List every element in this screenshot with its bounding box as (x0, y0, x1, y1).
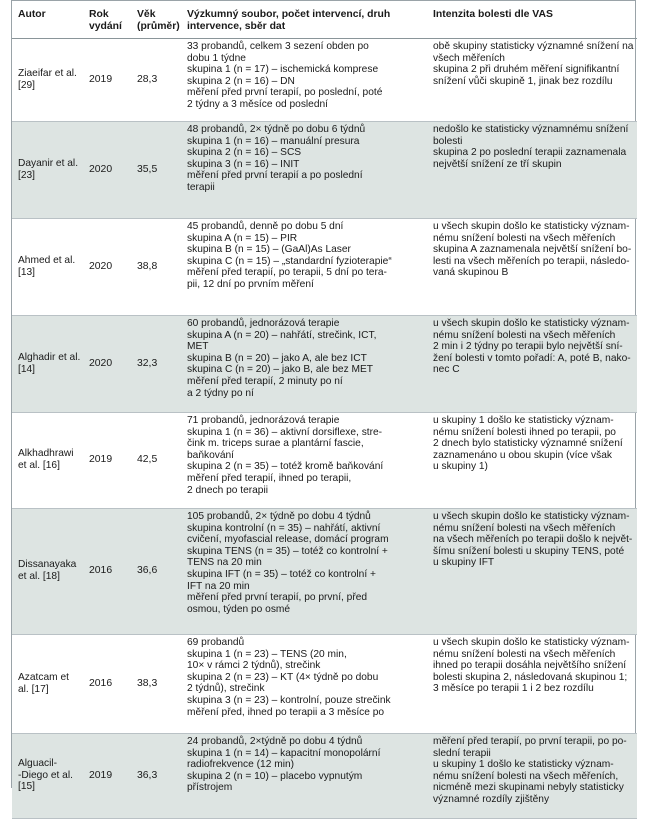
cell-age: 32,3 (131, 316, 181, 413)
cell-line: 2 min i 2 týdny po terapii bylo největší sní- (433, 341, 623, 353)
cell-line: Ziaeifar et al. (18, 67, 77, 79)
header-row (12, 1, 637, 39)
cell-author (12, 39, 83, 122)
cell-line: cvičení, myofascial release, domácí program (187, 534, 389, 546)
table-row (12, 39, 637, 122)
cell-line: a 2 týdny po ní (187, 387, 254, 399)
cell-vas (427, 509, 637, 635)
cell-line: nedošlo ke statisticky významnému snížení (433, 124, 629, 135)
cell-line: nicméně mezi skupinami nebyly statisticky (433, 782, 624, 794)
cell-line: Dayanir et al. (18, 157, 79, 169)
cell-design (181, 122, 427, 219)
table-row (12, 219, 637, 316)
table-row (12, 734, 637, 819)
cell-line: skupina 2 (n = 16) – SCS (187, 147, 302, 159)
cell-line: skupina 1 (n = 36) – aktivní dorsiflexe, stre- (187, 426, 383, 438)
cell-vas (427, 635, 637, 734)
cell-line: skupina 1 (n = 14) – kapacitní monopolární (187, 747, 381, 759)
cell-line: Alkhadhrawi (18, 448, 74, 460)
cell-line: měření před terapií, po terapii, 5 dní po tera- (187, 267, 387, 279)
cell-author (12, 122, 83, 219)
cell-author (12, 316, 83, 413)
cell-line: 33 probandů, celkem 3 sezení obden po (187, 41, 369, 52)
cell-vas (427, 122, 637, 219)
cell-line: IFT na 20 min (187, 580, 250, 592)
cell-line: 24 probandů, 2×týdně po dobu 4 týdnů (187, 736, 363, 747)
cell-line: [14] (18, 363, 35, 375)
cell-line: měření před terapií, ihned po terapii, (187, 472, 352, 484)
cell-line: nému snížení bolesti ihned po terapii, po (433, 426, 616, 438)
cell-line: vaná skupinou B (433, 267, 509, 279)
header-design: Výzkumný soubor, počet intervencí, druh intervence, sběr dat (181, 1, 427, 39)
cell-line: přístrojem (187, 782, 233, 794)
cell-line: skupina 3 (n = 23) – kontrolní, pouze strečink (187, 694, 391, 706)
cell-line: u skupiny IFT (433, 557, 495, 569)
cell-line: u skupiny 1 došlo ke statisticky význam- (433, 415, 614, 426)
cell-design (181, 509, 427, 635)
cell-line: Azatcam et (18, 671, 69, 683)
cell-line: radiofrekvence (12 min) (187, 759, 295, 771)
cell-line: čink m. triceps surae a plantární fascie, (187, 438, 364, 450)
cell-line: měření před terapií, po první terapii, po po- (433, 736, 627, 747)
cell-line: všech měřeních (433, 52, 505, 64)
table-row (12, 635, 637, 734)
cell-year: 2019 (83, 734, 131, 819)
studies-table (12, 1, 637, 819)
cell-line: 2 týdny a 3 měsíce od poslední (187, 98, 329, 110)
cell-line: Alghadir et al. (18, 351, 81, 363)
cell-line: 3 měsíce po terapii 1 i 2 bez rozdílu (433, 683, 594, 695)
cell-line: skupina 2 (n = 35) – totéž kromě baňkování (187, 461, 384, 473)
cell-line: terapii (187, 181, 215, 193)
cell-line: skupina A (n = 20) – nahřátí, strečink, ICT, (187, 329, 377, 341)
cell-line: na všech měřeních po terapii došlo k největ- (433, 534, 633, 546)
cell-line: 2 týdnů), strečink (187, 683, 265, 695)
cell-line: lesti na všech měřeních po terapii, následo- (433, 255, 630, 267)
cell-vas (427, 39, 637, 122)
cell-line: nému snížení bolesti na všech měřeních (433, 329, 616, 341)
table-row (12, 509, 637, 635)
cell-line: zaznamenáno u obou skupin (více však (433, 449, 612, 461)
cell-line: největší snížení ze tří skupin (433, 158, 562, 170)
cell-line: žení bolesti v tomto pořadí: A, poté B, nako- (433, 352, 631, 364)
cell-line: slední terapii (433, 747, 491, 759)
cell-line: skupina 1 (n = 17) – ischemická komprese (187, 64, 379, 76)
cell-line: 69 probandů (187, 637, 245, 648)
table-frame (11, 0, 636, 805)
header-year: Rok vydání (83, 1, 131, 39)
cell-author (12, 635, 83, 734)
cell-line: [15] (18, 781, 35, 793)
cell-line: nému snížení bolesti na všech měřeních (433, 232, 616, 244)
cell-line: 60 probandů, jednorázová terapie (187, 318, 340, 329)
cell-line: Ahmed et al. (18, 254, 76, 266)
cell-age: 28,3 (131, 39, 181, 122)
cell-line: osmou, týden po osmé (187, 603, 291, 615)
cell-line: pii, 12 dní po prvním měření (187, 278, 314, 290)
cell-line: měření před, ihned po terapii a 3 měsíce po (187, 706, 385, 718)
cell-age: 38,8 (131, 219, 181, 316)
cell-year: 2020 (83, 219, 131, 316)
cell-line: 45 probandů, denně po dobu 5 dní (187, 221, 344, 232)
cell-line: obě skupiny statisticky významné snížení na (433, 41, 634, 52)
cell-line: u všech skupin došlo ke statisticky význam- (433, 511, 630, 522)
cell-line: skupina 1 (n = 16) – manuální presura (187, 135, 360, 147)
cell-line: skupina 3 (n = 16) – INIT (187, 158, 300, 170)
cell-line: baňkování (187, 449, 235, 461)
cell-line: Dissanayaka (18, 559, 77, 571)
cell-line: měření před první terapií a po poslední (187, 170, 363, 182)
header-age: Věk (průměr) (131, 1, 181, 39)
cell-line: 71 probandů, jednorázová terapie (187, 415, 340, 426)
cell-vas (427, 219, 637, 316)
cell-year: 2016 (83, 635, 131, 734)
cell-line: skupina 2 po poslední terapii zaznamenala (433, 147, 627, 159)
cell-line: významné rozdíly zjištěny (433, 793, 550, 805)
cell-line: et al. [16] (18, 460, 60, 471)
cell-line: 2 dnech bylo statisticky významné snížení (433, 438, 623, 450)
cell-line: 48 probandů, 2× týdně po dobu 6 týdnů (187, 124, 366, 135)
cell-line: nému snížení bolesti na všech měřeních, (433, 770, 619, 782)
cell-line: [23] (18, 169, 35, 181)
cell-line: et al. [18] (18, 571, 60, 582)
cell-line: bolesti (433, 135, 463, 147)
cell-line: u skupiny 1) (433, 461, 488, 473)
cell-line: 2 dnech po terapii (187, 484, 268, 496)
cell-year: 2019 (83, 413, 131, 509)
cell-year: 2020 (83, 122, 131, 219)
cell-line: skupina 2 (n = 16) – DN (187, 75, 295, 87)
cell-line: u všech skupin došlo ke statisticky význam- (433, 221, 630, 232)
cell-line: skupina C (n = 20) – jako B, ale bez MET (187, 364, 374, 376)
cell-line: snížení vůči skupině 1, jinak bez rozdílu (433, 75, 613, 87)
cell-line: 10× v rámci 2 týdnů), strečink (187, 660, 321, 672)
cell-age: 36,6 (131, 509, 181, 635)
cell-line: 105 probandů, 2× týdně po dobu 4 týdnů (187, 511, 371, 522)
cell-line: nému snížení bolesti na všech měřeních (433, 648, 616, 660)
cell-line: skupina IFT (n = 35) – totéž co kontrolní + (187, 568, 376, 580)
cell-line: nému snížení bolesti na všech měřeních (433, 522, 616, 534)
cell-line: u skupiny 1 došlo ke statisticky význam- (433, 759, 614, 771)
cell-vas (427, 734, 637, 819)
cell-line: měření před první terapií, po poslední, poté (187, 87, 383, 99)
cell-line: skupina 2 (n = 10) – placebo vypnutým (187, 770, 363, 782)
cell-line: u všech skupin došlo ke statisticky význam- (433, 637, 630, 648)
header-author: Autor (12, 1, 83, 39)
cell-line: skupina B (n = 20) – jako A, ale bez ICT (187, 352, 367, 364)
cell-year: 2019 (83, 39, 131, 122)
cell-year: 2016 (83, 509, 131, 635)
cell-author (12, 413, 83, 509)
cell-line: skupina 2 při druhém měření signifikantní (433, 64, 620, 76)
table-row (12, 316, 637, 413)
cell-author (12, 219, 83, 316)
cell-line: skupina A zaznamenala největší snížení bo- (433, 244, 632, 256)
cell-vas (427, 316, 637, 413)
cell-line: skupina A (n = 15) – PIR (187, 232, 298, 244)
cell-author (12, 734, 83, 819)
cell-line: -Diego et al. (18, 769, 73, 781)
cell-age: 42,5 (131, 413, 181, 509)
cell-line: TENS na 20 min (187, 557, 262, 569)
table-row (12, 122, 637, 219)
cell-line: [29] (18, 79, 35, 91)
cell-line: šímu snížení bolesti u skupiny TENS, poté (433, 545, 625, 557)
cell-design (181, 316, 427, 413)
cell-line: měření před první terapií, po první, před (187, 592, 368, 604)
cell-line: skupina 2 (n = 23) – KT (4× týdně po dobu (187, 671, 379, 683)
table-row (12, 413, 637, 509)
cell-line: MET (187, 341, 209, 353)
cell-line: [13] (18, 266, 35, 278)
cell-vas (427, 413, 637, 509)
cell-line: Alguacil- (18, 758, 58, 770)
cell-age: 36,3 (131, 734, 181, 819)
cell-line: dobu 1 týdne (187, 52, 246, 64)
cell-line: ihned po terapii dosáhla největšího snížení (433, 660, 627, 672)
header-vas: Intenzita bolesti dle VAS (427, 1, 637, 39)
cell-line: skupina C (n = 15) – „standardní fyzioterapie“ (187, 255, 392, 267)
cell-line: u všech skupin došlo ke statisticky význam- (433, 318, 630, 329)
cell-design (181, 413, 427, 509)
cell-author (12, 509, 83, 635)
cell-line: nec C (433, 364, 460, 376)
cell-year: 2020 (83, 316, 131, 413)
cell-line: skupina kontrolní (n = 35) – nahřátí, aktivní (187, 522, 381, 534)
cell-design (181, 39, 427, 122)
cell-design (181, 219, 427, 316)
cell-line: měření před terapií, 2 minuty po ní (187, 375, 343, 387)
cell-line: skupina 1 (n = 23) – TENS (20 min, (187, 648, 347, 660)
cell-line: skupina TENS (n = 35) – totéž co kontrolní + (187, 545, 388, 557)
cell-design (181, 734, 427, 819)
cell-line: skupina B (n = 15) – (GaAl)As Laser (187, 244, 351, 256)
cell-design (181, 635, 427, 734)
cell-age: 35,5 (131, 122, 181, 219)
cell-age: 38,3 (131, 635, 181, 734)
cell-line: bolesti skupina 2, následovaná skupinou 1; (433, 671, 628, 683)
cell-line: al. [17] (18, 683, 49, 695)
